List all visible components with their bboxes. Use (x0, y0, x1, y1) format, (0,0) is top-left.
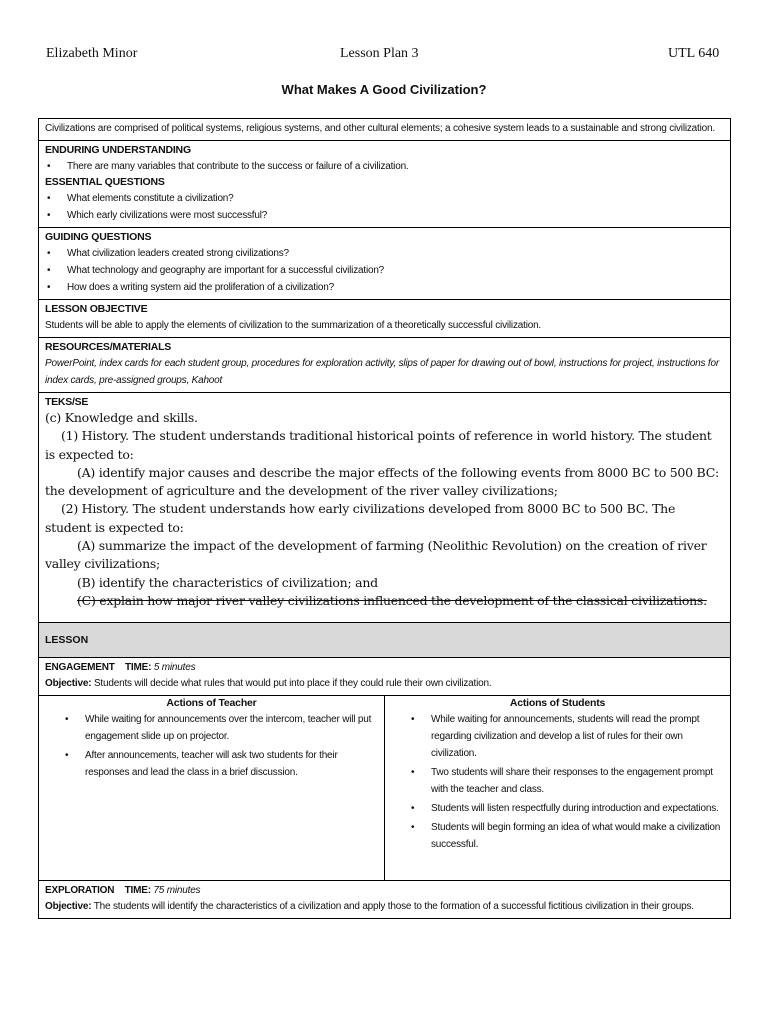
course-code: UTL 640 (668, 46, 720, 61)
engagement-header (39, 658, 730, 696)
teks-line-struck: (C) explain how major river valley civilizations influenced the development of the classical civilizations. (77, 592, 707, 608)
teacher-actions-list (63, 711, 376, 781)
engagement-objective: Students will decide what rules that would put into place if they could rule their own civilization. (93, 678, 492, 690)
author-name: Elizabeth Minor (46, 46, 138, 61)
resources-text: PowerPoint, index cards for each student group, procedures for exploration activity, slips of paper for drawing out of bowl, instructions for project, instructions for index cards, pre-assigned groups, Kahoot (45, 358, 719, 386)
list-item: • While waiting for announcements over the intercom, teacher will put engagement slide up on projector. (63, 711, 376, 745)
student-actions-column (384, 696, 730, 880)
list-item: • Students will listen respectfully during introduction and expectations. (409, 800, 722, 817)
resources-section (39, 338, 730, 393)
student-actions-header: Actions of Students (509, 697, 606, 710)
list-item: • What technology and geography are important for a successful civilization? (45, 262, 724, 279)
list-item: • There are many variables that contribute to the success or failure of a civilization. (45, 158, 724, 175)
document-title: What Makes A Good Civilization? (281, 82, 487, 97)
enduring-essential-section (39, 141, 730, 228)
lesson-objective-text: Students will be able to apply the elements of civilization to the summarization of a theoretically successful civilization. (45, 320, 542, 331)
teks-line: (B) identify the characteristics of civilization; and (77, 574, 378, 590)
list-item: • What elements constitute a civilization? (45, 190, 724, 207)
lesson-plan-table (38, 118, 731, 919)
guiding-list (45, 245, 724, 296)
enduring-understanding-label: ENDURING UNDERSTANDING (45, 144, 191, 156)
enduring-list (45, 158, 724, 175)
list-item: • What civilization leaders created strong civilizations? (45, 245, 724, 262)
engagement-label: ENGAGEMENT (45, 662, 115, 674)
list-item: • Students will begin forming an idea of what would make a civilization successful. (409, 819, 722, 853)
teks-line: (1) History. The student understands traditional historical points of reference in world history. The student is expected to: (45, 428, 712, 462)
exploration-section (39, 881, 730, 918)
student-actions-list (409, 711, 722, 853)
intro-text: Civilizations are comprised of political systems, religious systems, and other cultural elements; a cohesive system leads to a sustainable and strong civilization. (45, 123, 715, 134)
list-item: • While waiting for announcements, students will read the prompt regarding civilization and develop a list of rules for their own civilization. (409, 711, 722, 762)
exploration-time-label: TIME: (124, 885, 151, 897)
teks-line: (A) summarize the impact of the development of farming (Neolithic Revolution) on the creation of river valley civilizations; (45, 538, 707, 572)
teks-section (39, 393, 730, 623)
teacher-actions-header: Actions of Teacher (166, 697, 257, 710)
teks-line: (A) identify major causes and describe the major effects of the following events from 8000 BC to 500 BC: the development of agriculture and the development of the river valley civilizations; (45, 464, 719, 499)
lesson-heading: LESSON (39, 623, 730, 658)
guiding-questions-section (39, 228, 730, 300)
essential-list (45, 190, 724, 224)
engagement-objective-label: Objective: (45, 678, 92, 690)
engagement-actions (39, 696, 730, 881)
teks-line: (c) Knowledge and skills. (45, 410, 198, 425)
teks-line: (2) History. The student understands how early civilizations developed from 8000 BC to 500 BC. The student is expected to: (45, 501, 676, 535)
exploration-objective: The students will identify the characteristics of a civilization and apply those to the formation of a successful fictitious civilization in their groups. (93, 901, 694, 913)
list-item: • Which early civilizations were most successful? (45, 207, 724, 224)
resources-label: RESOURCES/MATERIALS (45, 341, 172, 353)
lesson-objective-section (39, 300, 730, 338)
intro-section (39, 119, 730, 141)
lesson-objective-label: LESSON OBJECTIVE (45, 303, 148, 315)
essential-questions-label: ESSENTIAL QUESTIONS (45, 176, 165, 188)
engagement-time: 5 minutes (153, 662, 196, 674)
lesson-plan-number: Lesson Plan 3 (340, 46, 419, 61)
list-item: • After announcements, teacher will ask two students for their responses and lead the class in a brief discussion. (63, 747, 376, 781)
teacher-actions-column (39, 696, 384, 880)
exploration-objective-label: Objective: (45, 901, 92, 913)
list-item: • How does a writing system aid the proliferation of a civilization? (45, 279, 724, 296)
exploration-label: EXPLORATION (45, 885, 115, 897)
list-item: • Two students will share their responses to the engagement prompt with the teacher and class. (409, 764, 722, 798)
teks-label: TEKS/SE (45, 396, 89, 408)
exploration-time: 75 minutes (153, 885, 201, 897)
engagement-time-label: TIME: (125, 662, 152, 674)
guiding-questions-label: GUIDING QUESTIONS (45, 231, 152, 243)
